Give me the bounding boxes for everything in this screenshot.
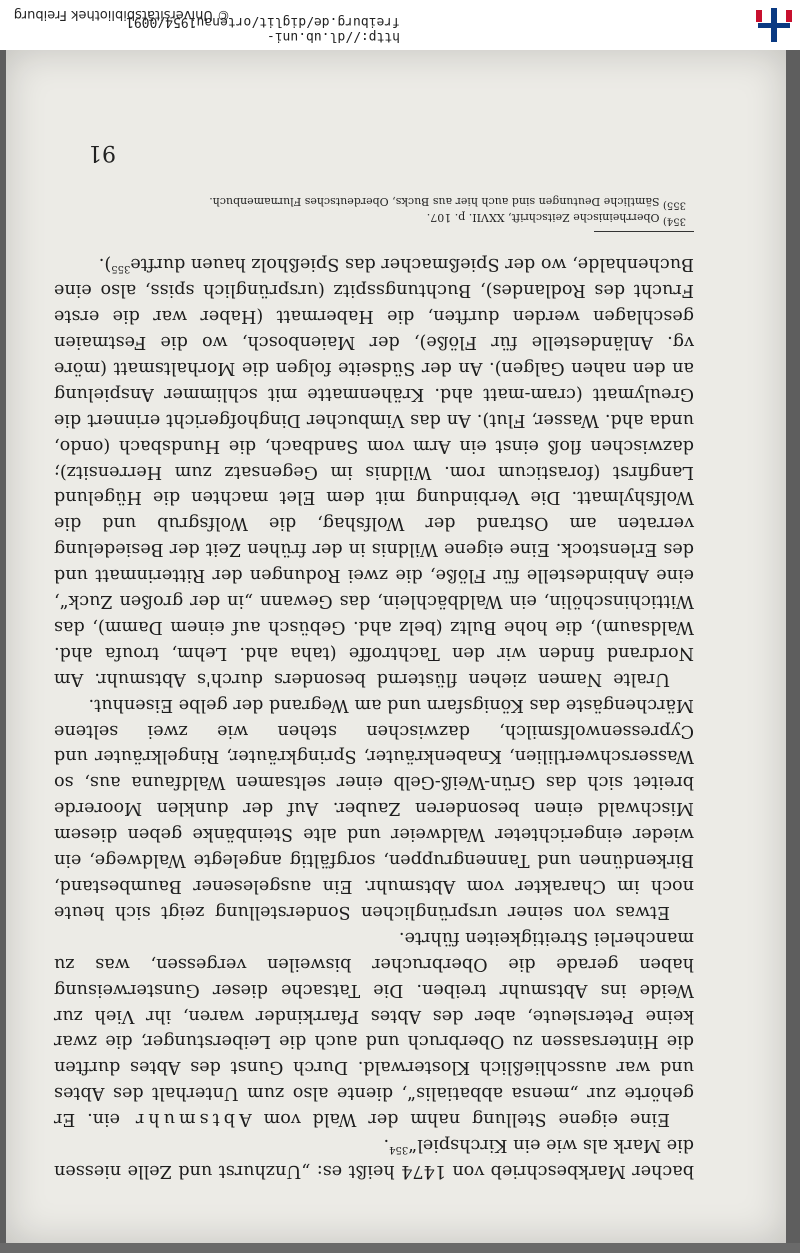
- footnote-text: Oberrheinische Zeitschrift, XXVII. p. 107.: [426, 211, 660, 224]
- paragraph-text: ein. Er gehörte zur „mensa abbatialis“, diente also zum Unterhalt des Abtes und war ausschließlich Klosterwald. Durch Gunst des Abtes durften die Hintersassen zu Oberbruch und auch die Leiberstunger, die zwar keine Petersleute, aber des Abtes Pfarrkinder waren, ihr Vieh zur Weide ins Abtsmuhr treiben. Die Tatsache dieser Gunsterweisung haben gerade die Oberbrucher bisweilen vergessen, was zu mancherlei Streitigkeiten führte.: [54, 927, 694, 1130]
- footnote: [66, 209, 686, 225]
- library-footer-bar: [0, 0, 800, 50]
- paragraph-text: Eine eigene Stellung nahm der Wald vom: [251, 1109, 670, 1130]
- body-text: [54, 250, 694, 1183]
- copyright-notice: © Universitätsbibliothek Freiburg: [13, 7, 230, 22]
- paragraph: [54, 924, 694, 1131]
- footnote-marker: 354): [663, 215, 686, 227]
- scan-edge: [0, 1243, 800, 1253]
- footnote: [66, 193, 686, 209]
- source-url-link[interactable]: http://dl.ub.uni-freiburg.de/diglit/ortenau1954/0091: [126, 14, 400, 44]
- punctuation: ).: [98, 254, 112, 275]
- footnotes: [66, 193, 686, 225]
- footnote-ref[interactable]: 354: [389, 1143, 409, 1155]
- paragraph-text: Uralte Namen ziehen flüsternd besonders durch's Abtsmuhr. Am Nordrand finden wir den Tachtroffe (taha ahd. Lehm, troufa ahd. Waldsaum), die hohe Bultz (belz ahd. Gebüsch auf einem Damm), das Wittichinschölin, ein Waldbächlein, das Gewann „in der großen Zuck“, eine Anbindestelle für Flöße, die zwei Rodungen der Ritterinmatt und des Erlenstock. Eine eigene Wildnis in der frühen Zeit der Besiedelung verraten am Ostrand der Wolfshag, die Wolfsgrub und die Wolfshylmatt. Die Verbindung mit dem Elet machten die Hügelund Langfirst (forasticum rom. Wildnis im Gegensatz zum Herrensitz); dazwischen floß einst ein Arm vom Sandbach, die Hundsbach (ondo, unda ahd. Wasser, Flut). An das Vimbucher Dinghofgericht erinnert die Greulymatt (cram-matt ahd. Krähenmatte mit schlimmer Anspielung an den nahen Galgen). An der Südseite folgen die Morhaltsmatt (möre vg. Anländestelle für Flöße), der Maienbosch, wo die Festmaien geschlagen werden durften, die Habermatt (Haber war die erste Frucht des Rodlandes), Buchtungsspitz (ursprünglich spiss, also eine Buchenhalde, wo der Spießmacher das Spießholz hauen durfte: [54, 254, 694, 689]
- paragraph-text: Etwas von seiner ursprünglichen Sonderstellung zeigt sich heute noch im Charakter vom Abtsmuhr. Ein ausgelesener Baumbestand, Birkendünen und Tannengruppen, sorgfältig angelegte Waldwege, ein wieder eingerichteter Waldweier und alte Steinbänke geben diesem Mischwald einen besonderen Zauber. Auf der dunklen Moorerde breitet sich das Grün-Weiß-Gelb einer seltsamen Waldfauna aus, so Wasserschwertlilien, Knabenkräuter, Springkräuter, Ringelkräuter und Cypressenwolfsmilch, dazwischen stehen wie zwei seltene Märchengäste das Königsfarn und am Wegrand der gelbe Eisenhut.: [54, 694, 694, 922]
- paragraph: [54, 250, 694, 690]
- punctuation: .: [383, 1135, 390, 1156]
- paragraph: [54, 691, 694, 924]
- footnote-divider: [594, 231, 694, 232]
- paragraph-text: bacher Markbeschrieb von 1474 heißt es: „Unzhurst und Zelle niessen die Mark als wie ein Kirchspiel“: [54, 1135, 694, 1181]
- footnote-ref[interactable]: 355: [111, 263, 131, 275]
- footnote-text: Sämtliche Deutungen sind auch hier aus Bucks, Oberdeutsches Flurnamenbuch.: [209, 195, 660, 208]
- book-page: [6, 50, 786, 1243]
- footnote-marker: 355): [663, 199, 686, 211]
- page-number: 91: [88, 140, 116, 165]
- spaced-name: Abtsmuhr: [131, 1109, 252, 1130]
- ub-freiburg-logo-icon[interactable]: [754, 6, 794, 44]
- paragraph: [54, 1131, 694, 1183]
